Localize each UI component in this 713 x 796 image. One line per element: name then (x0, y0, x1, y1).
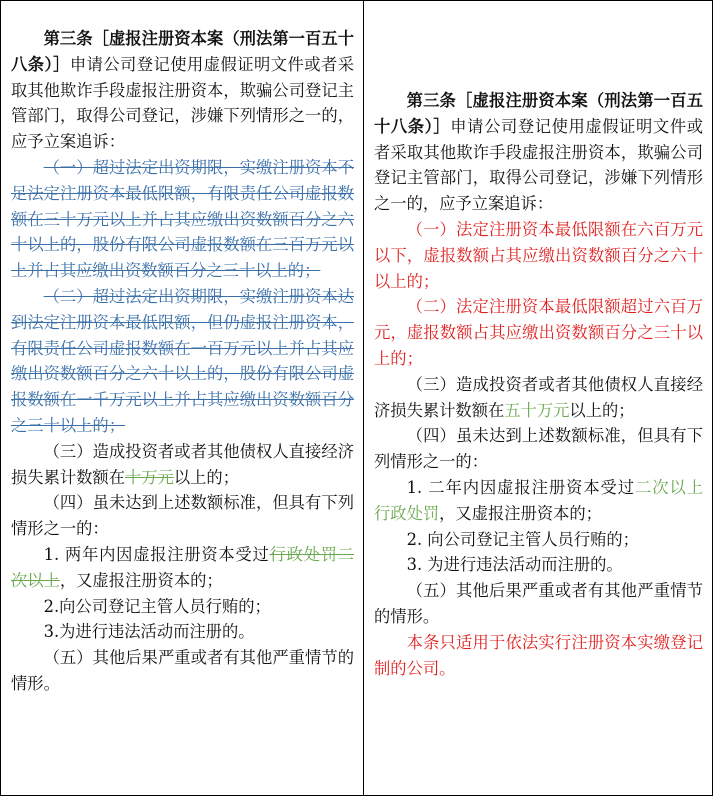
old-item-3 (11, 439, 354, 491)
new-version-column (364, 1, 712, 795)
deleted-amount: 十万元 (124, 467, 174, 487)
old-item-4: （四）虽未达到上述数额标准，但具有下列情形之一的： (11, 493, 354, 539)
new-item-4: （四）虽未达到上述数额标准，但具有下列情形之一的： (374, 426, 703, 472)
old-article-intro: 申请公司登记使用虚假证明文件或者采取其他欺诈手段虚报注册资本，欺骗公司登记主管部门，取得公司登记，涉嫌下列情形之一的，应予立案追诉： (11, 54, 354, 152)
old-sub-item-2: 2.向公司登记主管人员行贿的； (43, 596, 271, 616)
new-sub-item-2: 2. 向公司登记主管人员行贿的； (406, 529, 639, 549)
old-sub-item-3: 3.为进行违法活动而注册的。 (43, 622, 255, 642)
new-item-5: （五）其他后果严重或者有其他严重情节的情形。 (374, 581, 703, 626)
new-sub-item-3: 3. 为进行违法活动而注册的。 (406, 555, 623, 575)
new-item-2: （二）法定注册资本最低限额超过六百万元，虚报数额占其应缴出资数额百分之三十以上的； (374, 297, 703, 368)
old-deleted-item-1 (11, 155, 354, 284)
new-article-heading (374, 88, 703, 217)
item-text: ，又虚报注册资本的； (59, 570, 223, 590)
item-text: ，又虚报注册资本的； (439, 503, 602, 523)
deleted-phrase: 行政处罚二次以上 (11, 544, 354, 590)
item-text: 1. 两年内因虚报注册资本受过 (43, 544, 270, 564)
new-sub-item-1 (374, 475, 703, 527)
item-text: 以上的； (173, 467, 239, 487)
old-item-5: （五）其他后果严重或者有其他严重情节的情形。 (11, 648, 354, 693)
item-text: 1. 二年内因虚报注册资本受过 (406, 477, 636, 497)
old-deleted-item-2 (11, 284, 354, 439)
item-text: 以上的； (569, 400, 635, 420)
deleted-text: （一）超过法定出资期限，实缴注册资本不足法定注册资本最低限额，有限责任公司虚报数额在三十万元以上并占其应缴出资数额百分之六十以上的，股份有限公司虚报数额在三百万元以上并占其应缴出资数额百分之三十以上的； (11, 157, 354, 281)
new-item-1: （一）法定注册资本最低限额在六百万元以下，虚报数额占其应缴出资数额百分之六十以上的； (374, 219, 703, 291)
new-scope-note: 本条只适用于依法实行注册资本实缴登记制的公司。 (374, 632, 703, 678)
old-article-heading (11, 26, 354, 155)
inserted-phrase: 二次以上行政处罚 (374, 477, 703, 523)
old-version-column (1, 1, 364, 795)
new-item-3 (374, 372, 703, 424)
old-sub-item-1 (11, 542, 354, 594)
inserted-amount: 五十万元 (504, 400, 570, 420)
deleted-text: （二）超过法定出资期限，实缴注册资本达到法定注册资本最低限额，但仍虚报注册资本，有限责任公司虚报数额在一百万元以上并占其应缴出资数额百分之六十以上的，股份有限公司虚报数额在一千万元以上并占其应缴出资数额百分之三十以上的； (11, 286, 354, 435)
new-article-intro: 申请公司登记使用虚假证明文件或者采取其他欺诈手段虚报注册资本，欺骗公司登记主管部门，取得公司登记，涉嫌下列情形之一的，应予立案追诉： (374, 116, 703, 214)
item-text: （三）造成投资者或者其他债权人直接经济损失累计数额在 (11, 441, 354, 487)
item-text: （三）造成投资者或者其他债权人直接经济损失累计数额在 (374, 374, 703, 420)
old-article-title: 第三条［虚报注册资本案（刑法第一百五十八条）］ (11, 29, 354, 74)
new-article-title: 第三条［虚报注册资本案（刑法第一百五十八条）］ (374, 91, 703, 136)
